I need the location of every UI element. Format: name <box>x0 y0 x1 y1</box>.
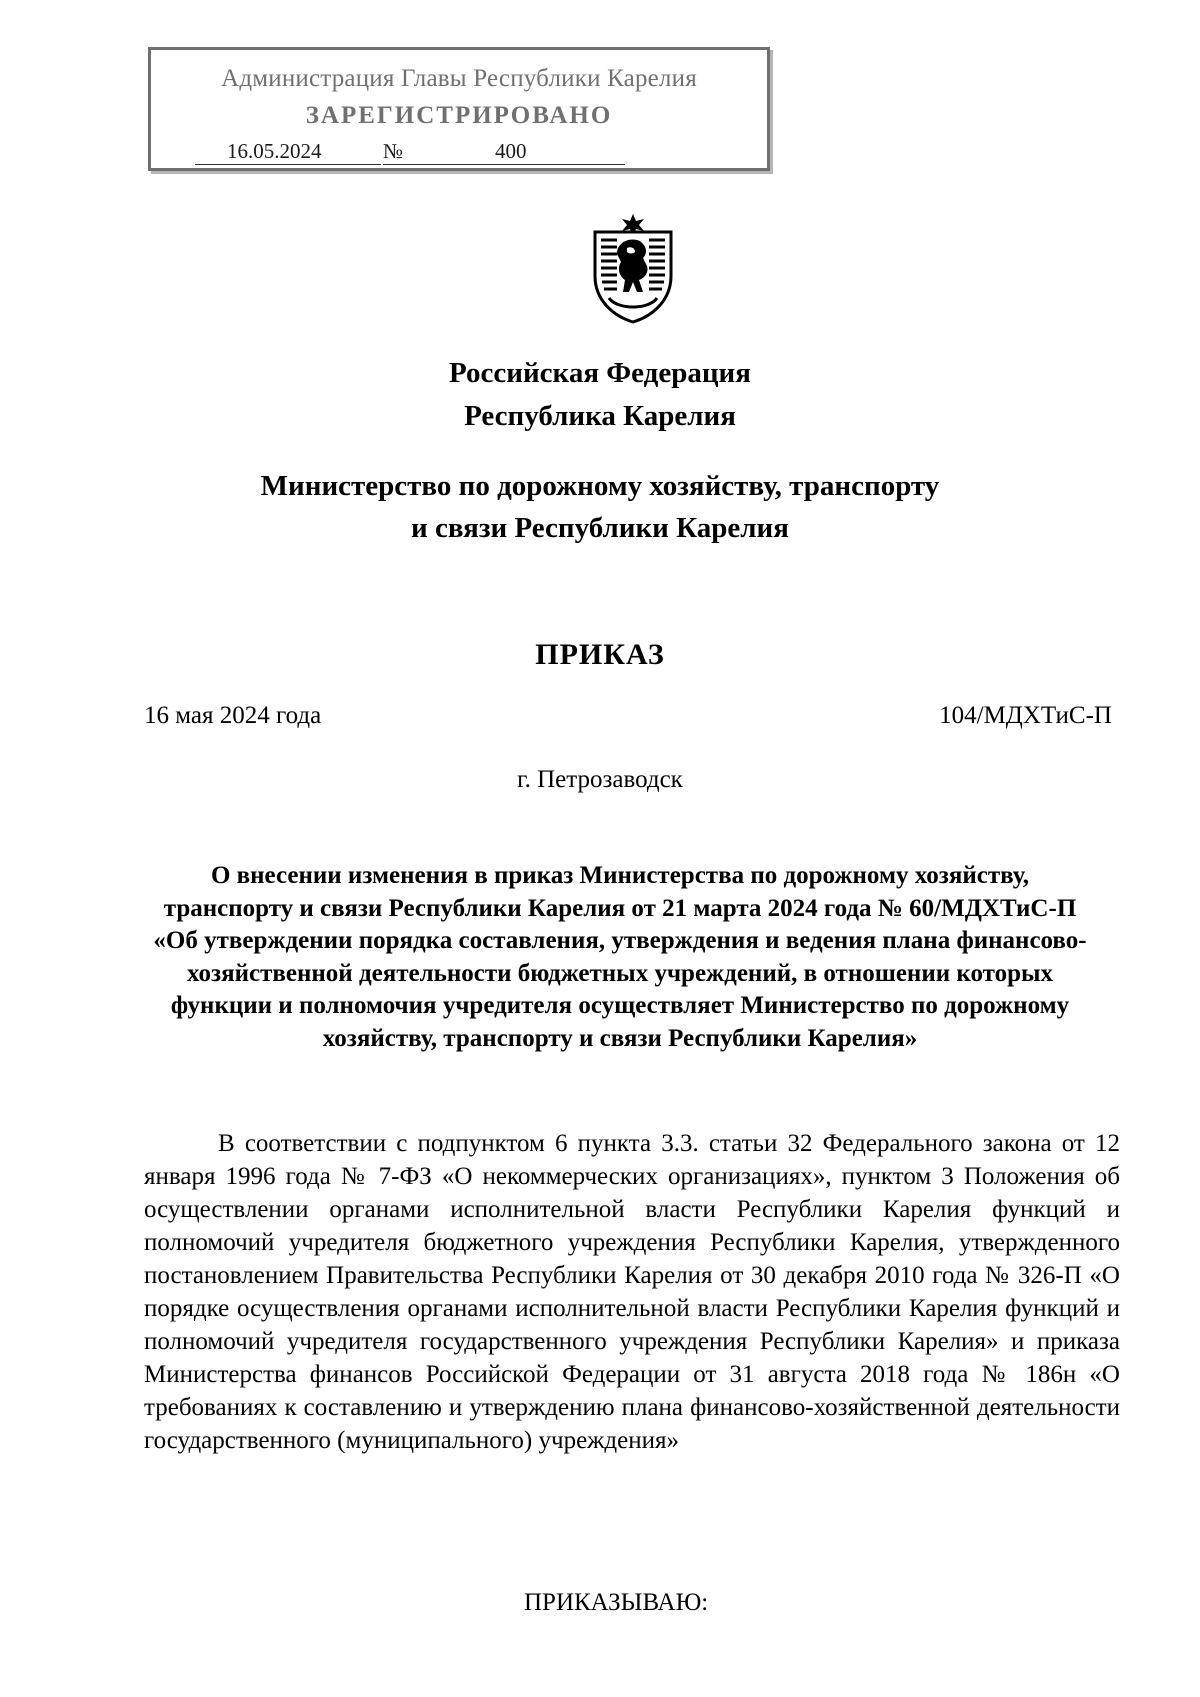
header-ministry-line2: и связи Республики Карелия <box>411 512 789 544</box>
order-word: ПРИКАЗЫВАЮ: <box>524 1589 709 1616</box>
document-number: 104/МДХТиС-П <box>939 702 1112 729</box>
document-subject: О внесении изменения в приказ Министерства по дорожному хозяйству, транспорту и связи Республики Карелия от 21 марта 2024 года № 60/МДХТиС-П «Об утверждении порядка составления, утверждения и ведения плана финансово-хозяйственной деятельности бюджетных учреждений, в отношении которых функции и полномочия учредителя осуществляет Министерство по дорожному хозяйству, транспорту и связи Республики Карелия» <box>153 862 1087 1052</box>
header-ministry-line1: Министерство по дорожному хозяйству, транспорту <box>260 470 940 502</box>
document-date: 16 мая 2024 года <box>144 702 322 729</box>
stamp-organization: Администрация Главы Республики Карелия <box>221 65 697 92</box>
stamp-date: 16.05.2024 <box>195 139 381 165</box>
stamp-number-sign: № <box>383 139 409 165</box>
stamp-status: ЗАРЕГИСТРИРОВАНО <box>305 102 613 129</box>
document-place: г. Петрозаводск <box>517 766 683 793</box>
stamp-number: 400 <box>409 139 625 165</box>
document-body: В соответствии с подпунктом 6 пункта 3.3. статьи 32 Федерального закона от 12 января 1996 года № 7-ФЗ «О некоммерческих организациях», пунктом 3 Положения об осуществлении органами исполнительной власти Республики Карелия функций и полномочий учредителя бюджетного учреждения Республики Карелия, утвержденного постановлением Правительства Республики Карелия от 30 декабря 2010 года № 326-П «О порядке осуществления органами исполнительной власти Республики Карелия функций и полномочий учредителя государственного учреждения Республики Карелия» и приказа Министерства финансов Российской Федерации от 31 августа 2018 года № 186н «О требованиях к составлению и утверждению плана финансово-хозяйственной деятельности государственного (муниципального) учреждения» <box>144 1130 1120 1454</box>
header-republic: Республика Карелия <box>464 400 736 432</box>
registration-stamp <box>148 47 770 171</box>
karelia-coat-of-arms-icon <box>587 212 679 324</box>
header-country: Российская Федерация <box>449 357 751 389</box>
document-type: ПРИКАЗ <box>535 638 665 671</box>
